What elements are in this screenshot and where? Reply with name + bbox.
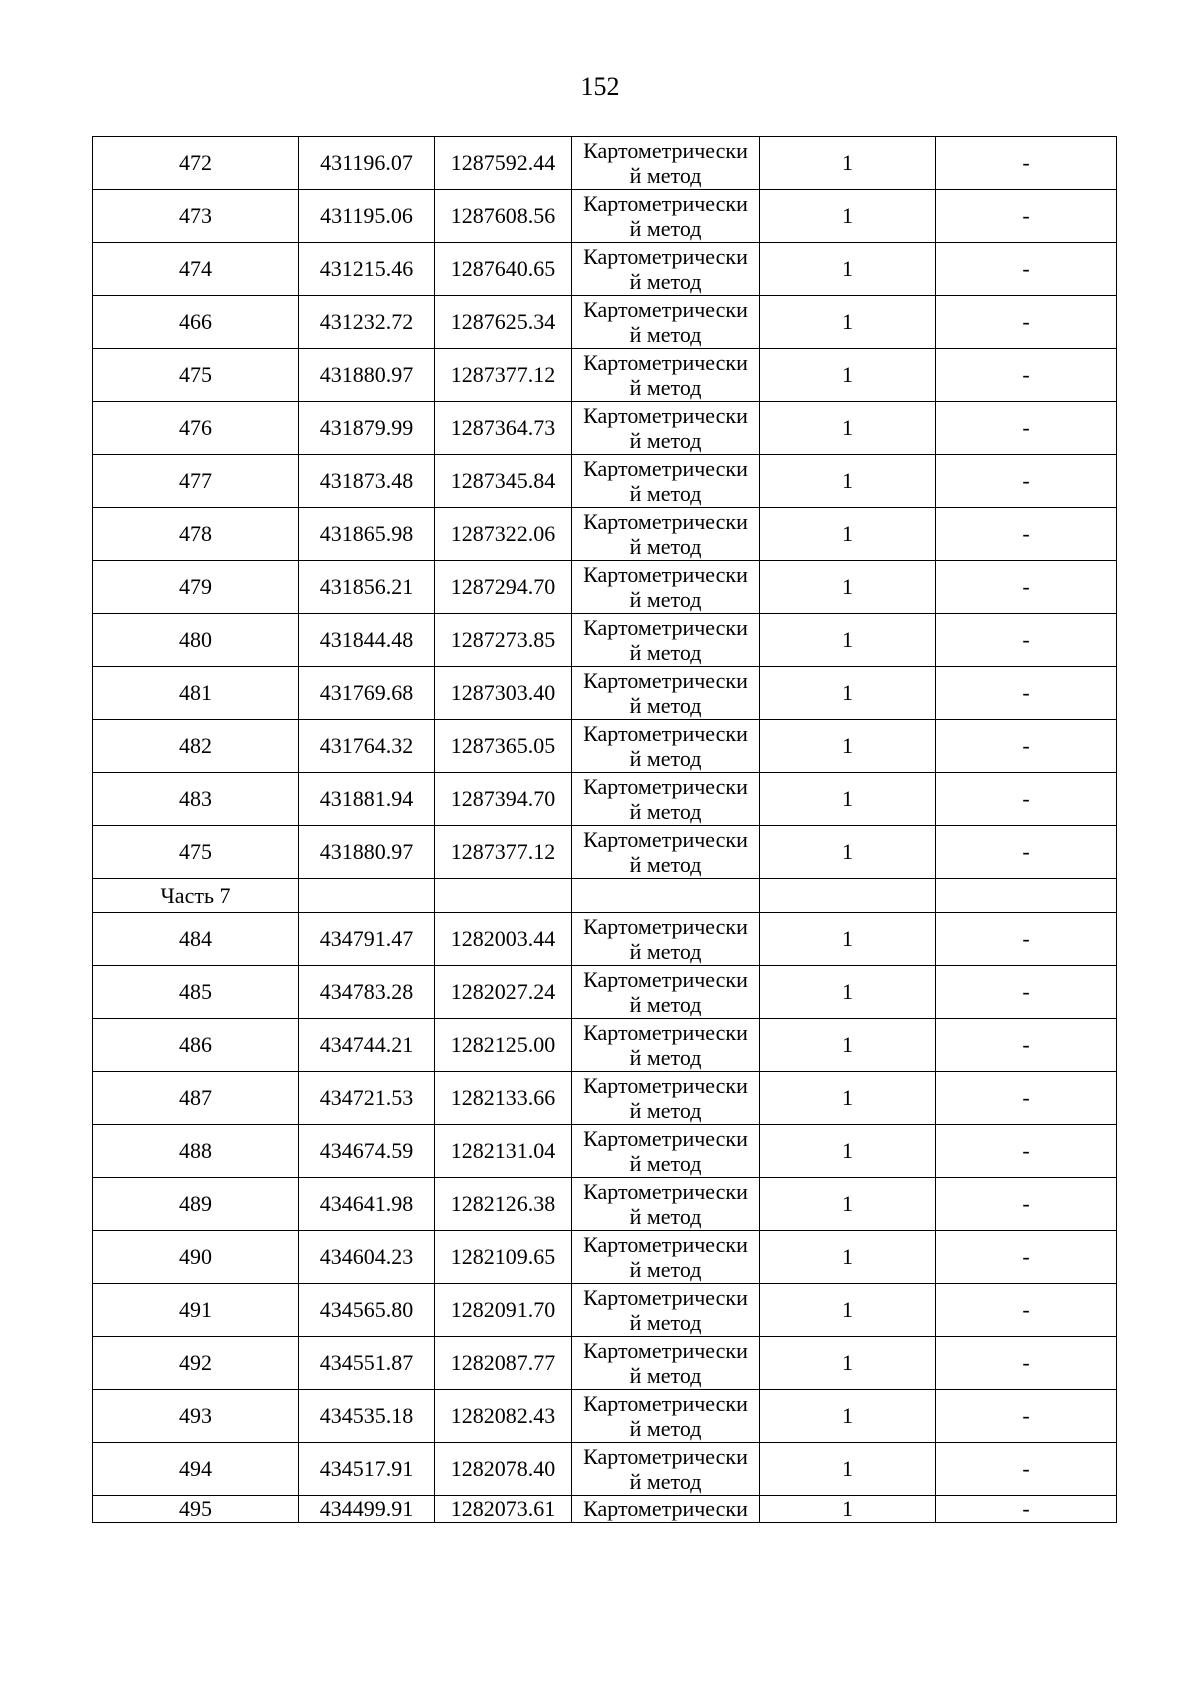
error-cell: 1 <box>760 1231 936 1284</box>
y-coordinate-cell: 1287303.40 <box>435 667 572 720</box>
method-line-1: Картометрически <box>583 1285 748 1310</box>
method-line-1: Картометрически <box>583 914 748 939</box>
empty-cell <box>299 879 435 913</box>
point-number-cell: 477 <box>93 455 299 508</box>
point-number-cell: 485 <box>93 966 299 1019</box>
table-row <box>93 1178 1117 1231</box>
error-cell: 1 <box>760 508 936 561</box>
table-row <box>93 349 1117 402</box>
note-cell: - <box>936 1337 1117 1390</box>
section-label: Часть 7 <box>93 879 299 913</box>
table-row <box>93 966 1117 1019</box>
note-cell: - <box>936 1390 1117 1443</box>
point-number-cell: 478 <box>93 508 299 561</box>
y-coordinate-cell: 1287625.34 <box>435 296 572 349</box>
method-line-2: й метод <box>629 1045 702 1070</box>
method-line-2: й метод <box>629 1257 702 1282</box>
note-cell: - <box>936 720 1117 773</box>
note-cell: - <box>936 402 1117 455</box>
x-coordinate-cell: 434565.80 <box>299 1284 435 1337</box>
note-cell: - <box>936 1496 1117 1523</box>
method-line-1: Картометрически <box>583 244 748 269</box>
error-cell: 1 <box>760 1390 936 1443</box>
y-coordinate-cell: 1282131.04 <box>435 1125 572 1178</box>
note-cell: - <box>936 1443 1117 1496</box>
method-line-2: й метод <box>629 216 702 241</box>
x-coordinate-cell: 431844.48 <box>299 614 435 667</box>
error-cell: 1 <box>760 1019 936 1072</box>
y-coordinate-cell: 1282073.61 <box>435 1496 572 1523</box>
y-coordinate-cell: 1282091.70 <box>435 1284 572 1337</box>
note-cell: - <box>936 966 1117 1019</box>
x-coordinate-cell: 434604.23 <box>299 1231 435 1284</box>
method-cell <box>572 243 760 296</box>
x-coordinate-cell: 431865.98 <box>299 508 435 561</box>
note-cell: - <box>936 243 1117 296</box>
point-number-cell: 473 <box>93 190 299 243</box>
x-coordinate-cell: 431881.94 <box>299 773 435 826</box>
x-coordinate-cell: 434535.18 <box>299 1390 435 1443</box>
table-row <box>93 826 1117 879</box>
x-coordinate-cell: 434721.53 <box>299 1072 435 1125</box>
point-number-cell: 475 <box>93 349 299 402</box>
table-row <box>93 1019 1117 1072</box>
method-line-2: й метод <box>629 322 702 347</box>
y-coordinate-cell: 1282087.77 <box>435 1337 572 1390</box>
method-line-1: Картометрически <box>583 774 748 799</box>
method-line-1: Картометрически <box>583 1020 748 1045</box>
method-line-1: Картометрически <box>583 1126 748 1151</box>
table-row <box>93 913 1117 966</box>
error-cell: 1 <box>760 1284 936 1337</box>
x-coordinate-cell: 431880.97 <box>299 826 435 879</box>
method-line-1: Картометрически <box>583 1179 748 1204</box>
x-coordinate-cell: 431880.97 <box>299 349 435 402</box>
x-coordinate-cell: 434499.91 <box>299 1496 435 1523</box>
point-number-cell: 487 <box>93 1072 299 1125</box>
method-line-2: й метод <box>629 640 702 665</box>
method-line-2: й метод <box>629 481 702 506</box>
method-line-1: Картометрически <box>583 456 748 481</box>
error-cell: 1 <box>760 614 936 667</box>
method-cell <box>572 296 760 349</box>
note-cell: - <box>936 1231 1117 1284</box>
point-number-cell: 466 <box>93 296 299 349</box>
table-row <box>93 561 1117 614</box>
point-number-cell: 495 <box>93 1496 299 1523</box>
empty-cell <box>936 879 1117 913</box>
error-cell: 1 <box>760 720 936 773</box>
point-number-cell: 476 <box>93 402 299 455</box>
note-cell: - <box>936 349 1117 402</box>
point-number-cell: 488 <box>93 1125 299 1178</box>
method-cell <box>572 1496 760 1523</box>
point-number-cell: 474 <box>93 243 299 296</box>
error-cell: 1 <box>760 913 936 966</box>
method-line-2: й метод <box>629 1363 702 1388</box>
method-line-1: Картометрически <box>583 1338 748 1363</box>
table-row <box>93 1231 1117 1284</box>
error-cell: 1 <box>760 1072 936 1125</box>
point-number-cell: 483 <box>93 773 299 826</box>
error-cell: 1 <box>760 137 936 190</box>
method-line-2: й метод <box>629 269 702 294</box>
note-cell: - <box>936 1019 1117 1072</box>
y-coordinate-cell: 1287273.85 <box>435 614 572 667</box>
method-line-2: й метод <box>629 1469 702 1494</box>
table-row <box>93 1337 1117 1390</box>
x-coordinate-cell: 434744.21 <box>299 1019 435 1072</box>
y-coordinate-cell: 1282125.00 <box>435 1019 572 1072</box>
x-coordinate-cell: 431769.68 <box>299 667 435 720</box>
x-coordinate-cell: 434517.91 <box>299 1443 435 1496</box>
method-line-2: й метод <box>629 428 702 453</box>
method-cell <box>572 402 760 455</box>
method-cell <box>572 667 760 720</box>
method-cell <box>572 455 760 508</box>
point-number-cell: 472 <box>93 137 299 190</box>
method-line-2: й метод <box>629 852 702 877</box>
method-line-2: й метод <box>629 939 702 964</box>
error-cell: 1 <box>760 402 936 455</box>
error-cell: 1 <box>760 349 936 402</box>
note-cell: - <box>936 190 1117 243</box>
table-row <box>93 1284 1117 1337</box>
x-coordinate-cell: 431232.72 <box>299 296 435 349</box>
x-coordinate-cell: 431215.46 <box>299 243 435 296</box>
method-line-2: й метод <box>629 1310 702 1335</box>
method-cell <box>572 614 760 667</box>
empty-cell <box>435 879 572 913</box>
y-coordinate-cell: 1287377.12 <box>435 349 572 402</box>
point-number-cell: 484 <box>93 913 299 966</box>
method-cell <box>572 508 760 561</box>
x-coordinate-cell: 431879.99 <box>299 402 435 455</box>
method-line-1: Картометрически <box>583 1496 748 1521</box>
method-cell <box>572 349 760 402</box>
point-number-cell: 494 <box>93 1443 299 1496</box>
method-line-2: й метод <box>629 1151 702 1176</box>
error-cell: 1 <box>760 561 936 614</box>
y-coordinate-cell: 1282109.65 <box>435 1231 572 1284</box>
error-cell: 1 <box>760 1443 936 1496</box>
method-cell <box>572 1337 760 1390</box>
table-row <box>93 614 1117 667</box>
method-cell <box>572 720 760 773</box>
x-coordinate-cell: 434674.59 <box>299 1125 435 1178</box>
table-row <box>93 455 1117 508</box>
x-coordinate-cell: 434783.28 <box>299 966 435 1019</box>
error-cell: 1 <box>760 667 936 720</box>
error-cell: 1 <box>760 296 936 349</box>
empty-cell <box>572 879 760 913</box>
note-cell: - <box>936 1284 1117 1337</box>
method-cell <box>572 137 760 190</box>
x-coordinate-cell: 434641.98 <box>299 1178 435 1231</box>
y-coordinate-cell: 1287365.05 <box>435 720 572 773</box>
y-coordinate-cell: 1282078.40 <box>435 1443 572 1496</box>
table-row <box>93 1496 1117 1523</box>
note-cell: - <box>936 667 1117 720</box>
error-cell: 1 <box>760 190 936 243</box>
point-number-cell: 480 <box>93 614 299 667</box>
method-line-1: Картометрически <box>583 403 748 428</box>
table-row <box>93 773 1117 826</box>
note-cell: - <box>936 561 1117 614</box>
x-coordinate-cell: 431196.07 <box>299 137 435 190</box>
section-row <box>93 879 1117 913</box>
error-cell: 1 <box>760 1496 936 1523</box>
note-cell: - <box>936 1178 1117 1231</box>
method-line-2: й метод <box>629 799 702 824</box>
method-cell <box>572 1072 760 1125</box>
note-cell: - <box>936 137 1117 190</box>
method-line-2: й метод <box>629 587 702 612</box>
note-cell: - <box>936 826 1117 879</box>
method-cell <box>572 1178 760 1231</box>
method-line-1: Картометрически <box>583 562 748 587</box>
method-line-1: Картометрически <box>583 668 748 693</box>
point-number-cell: 482 <box>93 720 299 773</box>
y-coordinate-cell: 1287377.12 <box>435 826 572 879</box>
error-cell: 1 <box>760 1125 936 1178</box>
point-number-cell: 481 <box>93 667 299 720</box>
table-row <box>93 1443 1117 1496</box>
method-line-1: Картометрически <box>583 297 748 322</box>
error-cell: 1 <box>760 1178 936 1231</box>
x-coordinate-cell: 431764.32 <box>299 720 435 773</box>
point-number-cell: 479 <box>93 561 299 614</box>
method-line-1: Картометрически <box>583 721 748 746</box>
y-coordinate-cell: 1282126.38 <box>435 1178 572 1231</box>
method-line-2: й метод <box>629 1204 702 1229</box>
error-cell: 1 <box>760 966 936 1019</box>
point-number-cell: 486 <box>93 1019 299 1072</box>
method-cell <box>572 190 760 243</box>
x-coordinate-cell: 434791.47 <box>299 913 435 966</box>
method-line-2: й метод <box>629 534 702 559</box>
y-coordinate-cell: 1282003.44 <box>435 913 572 966</box>
y-coordinate-cell: 1287608.56 <box>435 190 572 243</box>
note-cell: - <box>936 1072 1117 1125</box>
empty-cell <box>760 879 936 913</box>
table-row <box>93 667 1117 720</box>
point-number-cell: 491 <box>93 1284 299 1337</box>
error-cell: 1 <box>760 1337 936 1390</box>
y-coordinate-cell: 1287345.84 <box>435 455 572 508</box>
coordinates-table <box>92 136 1117 1523</box>
method-cell <box>572 1125 760 1178</box>
table-row <box>93 1072 1117 1125</box>
y-coordinate-cell: 1287294.70 <box>435 561 572 614</box>
y-coordinate-cell: 1282133.66 <box>435 1072 572 1125</box>
method-line-1: Картометрически <box>583 615 748 640</box>
table-row <box>93 190 1117 243</box>
error-cell: 1 <box>760 826 936 879</box>
note-cell: - <box>936 913 1117 966</box>
y-coordinate-cell: 1287364.73 <box>435 402 572 455</box>
method-line-1: Картометрически <box>583 138 748 163</box>
y-coordinate-cell: 1287394.70 <box>435 773 572 826</box>
note-cell: - <box>936 614 1117 667</box>
point-number-cell: 492 <box>93 1337 299 1390</box>
page-number: 152 <box>580 72 620 101</box>
y-coordinate-cell: 1287592.44 <box>435 137 572 190</box>
table-row <box>93 1390 1117 1443</box>
method-cell <box>572 1231 760 1284</box>
error-cell: 1 <box>760 243 936 296</box>
x-coordinate-cell: 434551.87 <box>299 1337 435 1390</box>
method-cell <box>572 1284 760 1337</box>
method-line-1: Картометрически <box>583 967 748 992</box>
method-cell <box>572 561 760 614</box>
method-cell <box>572 1443 760 1496</box>
method-line-1: Картометрически <box>583 1232 748 1257</box>
method-line-2: й метод <box>629 1098 702 1123</box>
table-row <box>93 1125 1117 1178</box>
note-cell: - <box>936 455 1117 508</box>
method-line-1: Картометрически <box>583 350 748 375</box>
method-line-1: Картометрически <box>583 1073 748 1098</box>
y-coordinate-cell: 1282082.43 <box>435 1390 572 1443</box>
y-coordinate-cell: 1282027.24 <box>435 966 572 1019</box>
x-coordinate-cell: 431856.21 <box>299 561 435 614</box>
y-coordinate-cell: 1287640.65 <box>435 243 572 296</box>
error-cell: 1 <box>760 455 936 508</box>
error-cell: 1 <box>760 773 936 826</box>
method-line-2: й метод <box>629 746 702 771</box>
note-cell: - <box>936 296 1117 349</box>
point-number-cell: 490 <box>93 1231 299 1284</box>
method-line-1: Картометрически <box>583 827 748 852</box>
method-cell <box>572 1019 760 1072</box>
table-row <box>93 243 1117 296</box>
method-line-2: й метод <box>629 163 702 188</box>
table-row <box>93 720 1117 773</box>
x-coordinate-cell: 431195.06 <box>299 190 435 243</box>
method-cell <box>572 913 760 966</box>
note-cell: - <box>936 1125 1117 1178</box>
method-cell <box>572 1390 760 1443</box>
method-line-1: Картометрически <box>583 1444 748 1469</box>
method-line-2: й метод <box>629 1416 702 1441</box>
x-coordinate-cell: 431873.48 <box>299 455 435 508</box>
coordinates-table-body <box>93 137 1117 1523</box>
method-line-1: Картометрически <box>583 191 748 216</box>
method-line-1: Картометрически <box>583 1391 748 1416</box>
method-line-1: Картометрически <box>583 509 748 534</box>
point-number-cell: 475 <box>93 826 299 879</box>
table-row <box>93 402 1117 455</box>
y-coordinate-cell: 1287322.06 <box>435 508 572 561</box>
method-line-2: й метод <box>629 693 702 718</box>
method-cell <box>572 826 760 879</box>
method-line-2: й метод <box>629 992 702 1017</box>
note-cell: - <box>936 773 1117 826</box>
point-number-cell: 493 <box>93 1390 299 1443</box>
method-cell <box>572 966 760 1019</box>
table-row <box>93 296 1117 349</box>
table-row <box>93 508 1117 561</box>
table-row <box>93 137 1117 190</box>
note-cell: - <box>936 508 1117 561</box>
method-line-2: й метод <box>629 375 702 400</box>
method-cell <box>572 773 760 826</box>
point-number-cell: 489 <box>93 1178 299 1231</box>
